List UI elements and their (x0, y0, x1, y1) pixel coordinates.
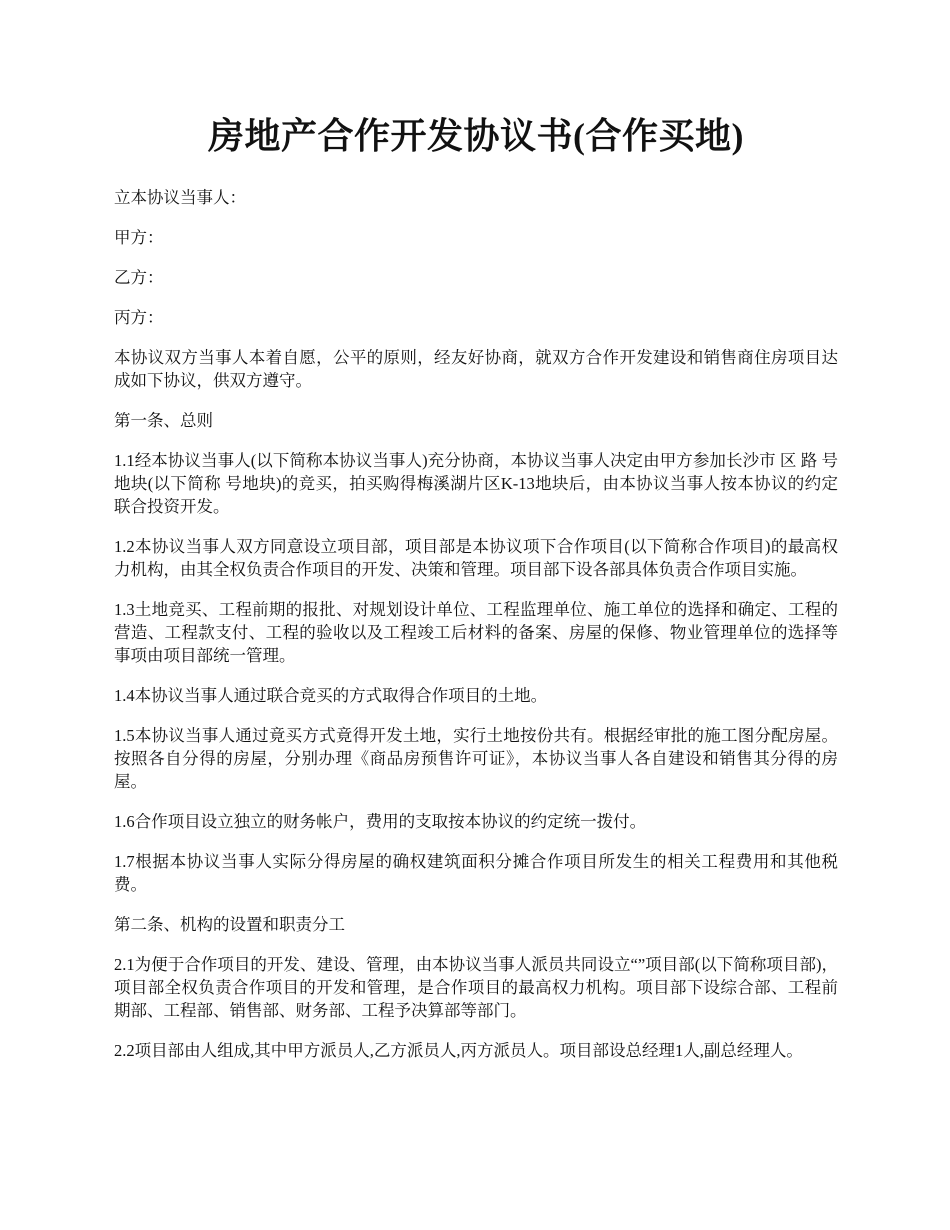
clause-1-2: 1.2本协议当事人双方同意设立项目部，项目部是本协议项下合作项目(以下简称合作项目)的最高权力机构，由其全权负责合作项目的开发、决策和管理。项目部下设各部具体负责合作项目实施。 (114, 537, 838, 579)
party-a: 甲方： (114, 228, 164, 247)
parties-intro: 立本协议当事人： (114, 188, 246, 207)
clause-1-3: 1.3土地竞买、工程前期的报批、对规划设计单位、工程监理单位、施工单位的选择和确定、工程的营造、工程款支付、工程的验收以及工程竣工后材料的备案、房屋的保修、物业管理单位的选择等事项由项目部统一管理。 (114, 600, 838, 665)
clause-1-7: 1.7根据本协议当事人实际分得房屋的确权建筑面积分摊合作项目所发生的相关工程费用和其他税费。 (114, 852, 838, 894)
clause-1-4: 1.4本协议当事人通过联合竞买的方式取得合作项目的土地。 (114, 686, 548, 705)
document-title: 房地产合作开发协议书(合作买地) (208, 116, 744, 156)
clause-1-5: 1.5本协议当事人通过竟买方式竟得开发土地，实行土地按份共有。根据经审批的施工图分配房屋。按照各自分得的房屋，分别办理《商品房预售许可证》，本协议当事人各自建设和销售其分得的房屋。 (114, 726, 838, 791)
party-b: 乙方： (114, 268, 164, 287)
article-1-heading: 第一条、总则 (114, 411, 213, 430)
clause-1-1: 1.1经本协议当事人(以下简称本协议当事人)充分协商，本协议当事人决定由甲方参加长沙市 区 路 号地块(以下简称 号地块)的竞买，拍买购得梅溪湖片区K-13地块后，由本协议当事人按本协议的约定联合投资开发。 (114, 451, 838, 516)
article-2-heading: 第二条、机构的设置和职责分工 (114, 915, 345, 934)
clause-1-6: 1.6合作项目设立独立的财务帐户，费用的支取按本协议的约定统一拨付。 (114, 812, 647, 831)
clause-2-2: 2.2项目部由人组成,其中甲方派员人,乙方派员人,丙方派员人。项目部设总经理1人,副总经理人。 (114, 1041, 803, 1060)
party-c: 丙方： (114, 308, 164, 327)
clause-2-1: 2.1为便于合作项目的开发、建设、管理，由本协议当事人派员共同设立“”项目部(以下简称项目部)，项目部全权负责合作项目的开发和管理，是合作项目的最高权力机构。项目部下设综合部、工程前期部、工程部、销售部、财务部、工程予决算部等部门。 (114, 955, 838, 1020)
preamble: 本协议双方当事人本着自愿，公平的原则，经友好协商，就双方合作开发建设和销售商住房项目达成如下协议，供双方遵守。 (114, 348, 838, 390)
